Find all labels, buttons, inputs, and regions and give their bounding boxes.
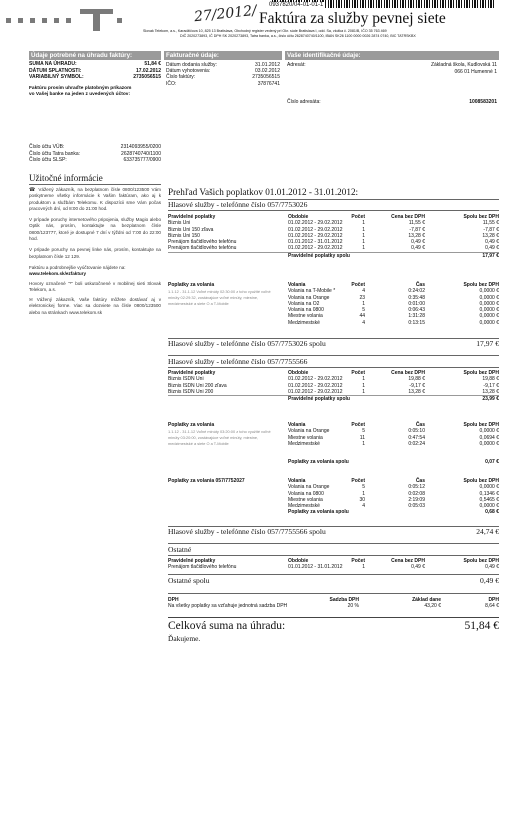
cell: 13,28 € — [482, 232, 499, 239]
bank-accounts — [29, 144, 161, 164]
cell: Biznis ISDN Uni 200 zľava — [168, 382, 227, 389]
cell: 01.01.2012 - 31.01.2012 — [288, 239, 343, 246]
cell: 0,0000 € — [479, 319, 499, 326]
cell: 0:47:54 — [408, 434, 425, 441]
section-heading: Ostatné — [168, 545, 192, 554]
cell: 5 — [362, 307, 365, 314]
account-value: 2628740740/1100 — [121, 150, 161, 157]
cell: 0,5465 € — [479, 496, 499, 503]
invoice-row-label: IČO: — [166, 80, 177, 87]
cell: 1 — [362, 300, 365, 307]
sum-label: SUMA NA ÚHRADU: — [29, 61, 77, 67]
account-value: 2314093955/0200 — [120, 144, 161, 150]
cell: 0,1346 € — [479, 490, 499, 497]
identity-box — [287, 62, 497, 112]
cell: 2:19:09 — [408, 496, 425, 503]
cell: 19,88 € — [482, 376, 499, 383]
company-line-2: DIČ 2020273893, IČ DPH SK 2020273893, Tatra banka, a.s., číslo účtu 2628740740/1100, IBAN SK26 1100 0000 0026 2874 0740, BIC TATRSKBX — [180, 34, 416, 38]
cell: 13,28 € — [408, 388, 425, 395]
due-value: 17.02.2012 — [135, 67, 161, 74]
cell: -9,17 € — [483, 382, 499, 389]
cell: Na všetky poplatky sa vzťahuje jednotná sadzba DPH — [168, 603, 288, 610]
subtotal-row — [168, 252, 499, 259]
col-header: Obdobie — [288, 370, 309, 376]
cell: Volania na 0800 — [288, 307, 324, 314]
useful-info — [29, 187, 161, 316]
cell: 0,49 € — [411, 245, 425, 252]
sum-value: 51,84 € — [144, 61, 161, 67]
variable-symbol-label: VARIABILNÝ SYMBOL: — [29, 74, 84, 81]
cell: 01.02.2012 - 29.02.2012 — [288, 226, 343, 233]
col-header: Spolu bez DPH — [463, 370, 499, 376]
account-value: 633735777/0900 — [123, 157, 161, 164]
useful-paragraph: V prípade poruchy internetového pripojenia, služby Magio alebo Optik nás, prosím, kontaktujte na bezplatnom čísle 0800/123777, ktoré je dostupné 7 dní v týždni od 7:00 do 22:00 hod. — [29, 217, 161, 242]
cell: Medzimestské — [288, 503, 320, 510]
cell: 1 — [362, 226, 365, 233]
cell: 0:35:48 — [408, 294, 425, 301]
col-header: Čas — [415, 422, 425, 428]
invoice-box-heading: Fakturačné údaje: — [164, 51, 282, 60]
account-label: Číslo účtu SLSP: — [29, 157, 67, 164]
cell: 0,0000 € — [479, 503, 499, 510]
table-row — [168, 564, 499, 570]
cell: 01.02.2012 - 29.02.2012 — [288, 220, 343, 227]
cell: Volania na Orange — [288, 294, 330, 301]
cell: 1 — [362, 388, 365, 395]
invoice-row-value: 03.02.2012 — [254, 68, 280, 75]
cell: 01.02.2012 - 29.02.2012 — [288, 388, 343, 395]
other-total-value: 0,49 € — [480, 576, 499, 585]
col-header: Obdobie — [288, 558, 309, 564]
useful-paragraph: ✉ Vážený zákazník, Vaše faktúry môžete dostávať aj v elektronickej forme. Viac sa dozviete na čísle 0800/123500 alebo na stránkach www.telekom.sk — [29, 297, 161, 315]
useful-paragraph: Hovory označené "*" boli uskutočnené v mobilnej sieti Slovak Telekom, a.s. — [29, 280, 161, 292]
subtotal-value: 23,99 € — [482, 396, 499, 403]
cell: 0,49 € — [411, 239, 425, 246]
handwritten-note: 27/2012/ — [193, 2, 258, 26]
cell: 0:13:15 — [408, 319, 425, 326]
cell: 1 — [362, 232, 365, 239]
addressee-label: Číslo adresáta: — [287, 99, 321, 105]
col-header: Spolu bez DPH — [463, 282, 499, 288]
vat-table — [168, 597, 499, 610]
subtotal-label: Pravidelné poplatky spolu — [288, 396, 350, 403]
cell: 0,0000 € — [479, 428, 499, 435]
cell: 1 — [362, 245, 365, 252]
col-header: Čas — [415, 282, 425, 288]
cell: 0,0000 € — [479, 294, 499, 301]
cell: Biznis ISDN Uni 200 — [168, 388, 214, 395]
cell: 11,55 € — [482, 220, 499, 227]
calls-label: Poplatky za volania 057/7752027 — [168, 478, 245, 484]
col-header: Pravidelné poplatky — [168, 558, 216, 564]
subtotal-value: 17,97 € — [482, 252, 499, 259]
regular-fees-table — [168, 370, 499, 402]
cell: 5 — [362, 428, 365, 435]
subtotal-row — [168, 459, 499, 465]
col-header: Cena bez DPH — [391, 558, 425, 564]
invoice-row-label: Dátum dodania služby: — [166, 62, 217, 68]
calls-table-second-line — [168, 478, 499, 516]
cell: Miestne volania — [288, 496, 323, 503]
invoice-row-value: 2735056515 — [252, 74, 280, 81]
cell: 01.02.2012 - 29.02.2012 — [288, 232, 343, 239]
table-row — [168, 441, 499, 447]
cell: Volania na Orange — [288, 484, 330, 491]
cell: 0:02:24 — [408, 440, 425, 447]
invoice-row — [166, 81, 280, 87]
calls-label: Poplatky za volania — [168, 282, 215, 288]
col-header: Počet — [351, 214, 365, 220]
address-line-1: Základná škola, Kudlovská 11 — [430, 62, 497, 68]
cell: Prenájom tlačidlového telefónu — [168, 245, 237, 252]
section-heading: Hlasové služby - telefónne číslo 057/7755566 — [168, 357, 308, 366]
col-header: Počet — [351, 370, 365, 376]
cell: 0,0000 € — [479, 313, 499, 320]
cell: 0,49 € — [485, 564, 499, 571]
cell: 01.02.2012 - 29.02.2012 — [288, 376, 343, 383]
cell: 13,28 € — [482, 388, 499, 395]
section-total-label: Hlasové služby - telefónne číslo 057/7755566 spolu — [168, 527, 326, 536]
cell: Biznis ISDN Uni — [168, 376, 204, 383]
subtotal-label: Poplatky za volania spolu — [288, 459, 349, 466]
brand-logo — [6, 9, 126, 31]
cell: Volania na T-Mobile * — [288, 288, 336, 295]
thanks-text: Ďakujeme. — [168, 634, 201, 643]
calls-note: 1.1.12 - 31.1.12 Voľné minúty 03:20:00 z toho využité voľné minúty 03:20:00, zostávajúce voľné minúty, miestne, medzimestské a siete O a T-Mobile — [168, 429, 271, 447]
cell: Medzimestské — [288, 319, 320, 326]
cell: 43,20 € — [424, 603, 441, 610]
cell: 1 — [362, 564, 365, 571]
useful-paragraph: ☎ Vážený zákazník, na bezplatnom čísle 0800/123500 Vám poskytneme všetky informácie k Vašim faktúram, ako aj k produktom a službám Telekomu. K dispozícii sme Vám počas pracovných dní, od 8:00 do 21:00 hod. — [29, 187, 161, 211]
grand-total-label: Celková suma na úhradu: — [168, 620, 286, 632]
cell: 13,28 € — [408, 232, 425, 239]
col-header: Volania — [288, 478, 306, 484]
document-number: 0937820/04-01-01-1 — [269, 2, 324, 8]
col-header: Spolu bez DPH — [463, 422, 499, 428]
section-total-value: 24,74 € — [476, 527, 499, 536]
cell: 0,49 € — [485, 239, 499, 246]
cell: 0,0000 € — [479, 484, 499, 491]
cell: 01.01.2012 - 31.01.2012 — [288, 564, 343, 571]
cell: Volania na O2 — [288, 300, 320, 307]
section-total-value: 17,97 € — [476, 339, 499, 348]
cell: 0:24:02 — [408, 288, 425, 295]
cell: 1:31:28 — [408, 313, 425, 320]
account-label: Číslo účtu VÚB: — [29, 144, 65, 150]
cell: 0,0000 € — [479, 300, 499, 307]
cell: 1 — [362, 382, 365, 389]
useful-paragraph: V prípade poruchy na pevnej linke nás, prosím, kontaktujte na bezplatnom čísle 12 129. — [29, 247, 161, 259]
cell: -7,87 € — [409, 226, 425, 233]
cell: 1 — [362, 220, 365, 227]
cell: 20 % — [347, 603, 359, 610]
address-label: Adresát: — [287, 62, 306, 68]
useful-info-heading: Užitočné informácie — [29, 173, 103, 183]
cell: 1 — [362, 376, 365, 383]
cell: 01.02.2012 - 29.02.2012 — [288, 382, 343, 389]
col-header: Počet — [351, 282, 365, 288]
cell: 0:06:43 — [408, 307, 425, 314]
invoice-row-label: Číslo faktúry: — [166, 74, 196, 81]
overview-title: Prehľad Vašich poplatkov 01.01.2012 - 31.01.2012: — [168, 187, 359, 197]
payment-note: Faktúru prosím uhraďte platobným príkazom vo Vašej banke na jeden z uvedených účtov: — [29, 85, 132, 97]
col-header: Základ dane — [412, 597, 441, 603]
calls-table — [168, 282, 499, 326]
col-header: Obdobie — [288, 214, 309, 220]
cell: 5 — [362, 484, 365, 491]
e-invoice-link[interactable]: www.telekom.sk/ezfaktury — [29, 271, 87, 277]
col-header: Počet — [351, 422, 365, 428]
col-header: Spolu bez DPH — [463, 478, 499, 484]
cell: Miestne volania — [288, 434, 323, 441]
cell: 1 — [362, 239, 365, 246]
col-header: Počet — [351, 478, 365, 484]
cell: 1 — [362, 440, 365, 447]
cell: 8,64 € — [485, 603, 499, 610]
envelope-icon: ✉ — [29, 297, 33, 303]
cell: 0:05:12 — [408, 484, 425, 491]
cell: 11 — [359, 434, 365, 441]
col-header: Cena bez DPH — [391, 214, 425, 220]
telekom-logo-icon — [6, 9, 126, 31]
company-line-1: Slovak Telekom, a.s., Karadžičova 10, 825 13 Bratislava, Obchodný register vedený pri Okr. súde Bratislava I, odd. Sa, vložka č. 2081/B, IČO 35 763 469 — [143, 29, 387, 33]
col-header: Volania — [288, 282, 306, 288]
other-fees-table — [168, 558, 499, 571]
calls-table — [168, 422, 499, 465]
grand-total-value: 51,84 € — [464, 620, 499, 632]
subtotal-row — [168, 395, 499, 402]
cell: 01.02.2012 - 29.02.2012 — [288, 245, 343, 252]
cell: Volania na Orange — [288, 428, 330, 435]
table-row — [168, 320, 499, 326]
page-title: Faktúra za služby pevnej siete — [259, 10, 446, 27]
cell: 0,0694 € — [479, 434, 499, 441]
col-header: DPH — [488, 597, 499, 603]
section-heading: Hlasové služby - telefónne číslo 057/7753026 — [168, 200, 308, 209]
payment-box — [29, 61, 161, 98]
col-header: Sadzba DPH — [329, 597, 359, 603]
subtotal-value: 0,07 € — [485, 459, 499, 466]
phone-icon: ☎ — [29, 187, 37, 193]
cell: Prenájom tlačidlového telefónu — [168, 564, 237, 571]
due-label: DÁTUM SPLATNOSTI: — [29, 67, 82, 74]
subtotal-row — [168, 509, 499, 515]
useful-paragraph: Faktúru a podrobnejšie vyúčtovanie nájdete na: — [29, 264, 126, 270]
col-header: Pravidelné poplatky — [168, 370, 216, 376]
col-header: Pravidelné poplatky — [168, 214, 216, 220]
cell: 0:05:03 — [408, 503, 425, 510]
other-total-label: Ostatné spolu — [168, 576, 210, 585]
section-total-label: Hlasové služby - telefónne číslo 057/7753026 spolu — [168, 339, 326, 348]
cell: 0,49 € — [411, 564, 425, 571]
cell: 1 — [362, 490, 365, 497]
cell: Volania na 0800 — [288, 490, 324, 497]
cell: Biznis Uni — [168, 220, 191, 227]
cell: 0,0000 € — [479, 440, 499, 447]
cell: 19,88 € — [408, 376, 425, 383]
cell: -9,17 € — [409, 382, 425, 389]
cell: -7,87 € — [483, 226, 499, 233]
cell: 11,55 € — [408, 220, 425, 227]
cell: 0,0000 € — [479, 288, 499, 295]
regular-fees-table — [168, 214, 499, 259]
cell: Miestne volania — [288, 313, 323, 320]
col-header: Spolu bez DPH — [463, 558, 499, 564]
cell: Biznis Uni 150 — [168, 232, 200, 239]
subtotal-label: Pravidelné poplatky spolu — [288, 252, 350, 259]
cell: 30 — [359, 496, 365, 503]
addressee-value: 1008583201 — [469, 99, 497, 105]
cell: 4 — [362, 503, 365, 510]
sum-row — [29, 61, 161, 68]
variable-symbol-row — [29, 74, 161, 81]
col-header: Spolu bez DPH — [463, 214, 499, 220]
cell: 4 — [362, 288, 365, 295]
col-header: Cena bez DPH — [391, 370, 425, 376]
cell: 23 — [359, 294, 365, 301]
col-header: Počet — [351, 558, 365, 564]
cell: 0:01:00 — [408, 300, 425, 307]
calls-note: 1.1.12 - 31.1.12 Voľné minúty 02:30:00 z toho využité voľné minúty 02:29:32, zostávajúce voľné minúty, miestne, medzimestské a siete O a T-Mobile — [168, 289, 271, 307]
identity-box-heading: Vaše identifikačné údaje: — [285, 51, 499, 60]
payment-box-heading: Údaje potrebné na úhradu faktúry: — [29, 51, 161, 60]
cell: 0,0000 € — [479, 307, 499, 314]
cell: 0:05:10 — [408, 428, 425, 435]
cell: Biznis Uni 150 zľava — [168, 226, 214, 233]
col-header: Volania — [288, 422, 306, 428]
invoice-row-value: 37876741 — [257, 80, 280, 87]
cell: 4 — [362, 319, 365, 326]
variable-symbol-value: 2735056515 — [133, 74, 161, 81]
table-row — [168, 603, 499, 609]
cell: Prenájom tlačidlového telefónu — [168, 239, 237, 246]
cell: Medzimestské — [288, 440, 320, 447]
invoice-row-label: Dátum vyhotovenia: — [166, 68, 211, 75]
cell: 0:02:08 — [408, 490, 425, 497]
col-header: Čas — [415, 478, 425, 484]
subtotal-label: Poplatky za volania spolu — [288, 509, 349, 516]
invoice-box — [166, 62, 280, 87]
invoice-row-value: 31.01.2012 — [254, 62, 280, 68]
cell: 44 — [359, 313, 365, 320]
account-row — [29, 157, 161, 164]
calls-label: Poplatky za volania — [168, 422, 215, 428]
cell: 0,49 € — [485, 245, 499, 252]
address-line-2: 066 01 Humenné 1 — [454, 69, 497, 75]
account-row — [29, 144, 161, 151]
subtotal-value: 0,68 € — [485, 509, 499, 516]
account-label: Číslo účtu Tatra banka: — [29, 150, 81, 157]
col-header: DPH — [168, 597, 179, 603]
